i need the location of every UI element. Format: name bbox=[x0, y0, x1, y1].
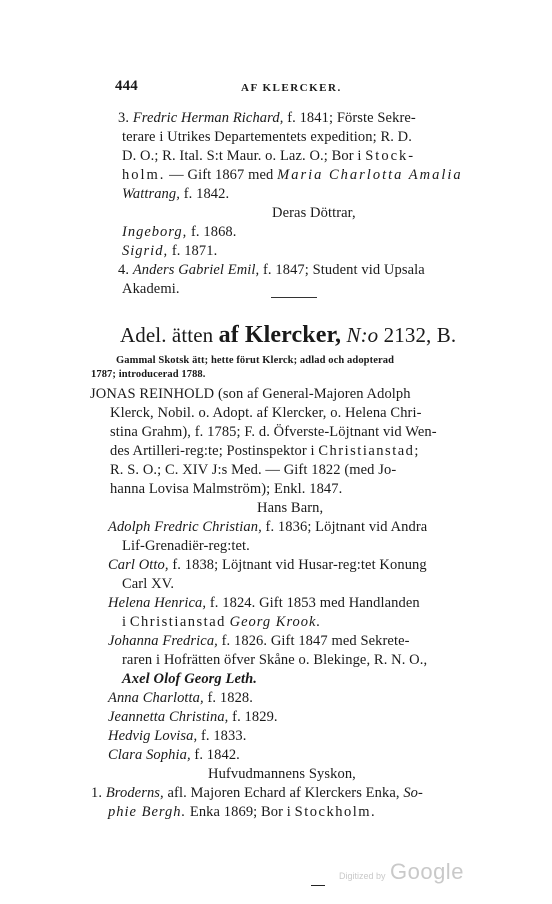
jonas-line-3: stina Grahm), f. 1785; F. d. Öfverste-Löjtnant vid Wen- bbox=[110, 424, 437, 440]
child-carl-line-2: Carl XV. bbox=[122, 576, 175, 592]
daughters-heading: Deras Döttrar, bbox=[272, 205, 356, 221]
jonas-line-1: JONAS REINHOLD (son af General-Majoren Adolph bbox=[90, 386, 411, 402]
daughter-ingeborg: Ingeborg, f. 1868. bbox=[122, 224, 237, 240]
jonas-line-5: R. S. O.; C. XIV J:s Med. — Gift 1822 (med Jo- bbox=[110, 462, 397, 478]
page-number: 444 bbox=[115, 78, 138, 94]
entry-3-line-1: 3. Fredric Herman Richard, f. 1841; Förste Sekre- bbox=[118, 110, 416, 126]
footer-dash bbox=[311, 885, 325, 886]
children-heading: Hans Barn, bbox=[257, 500, 324, 516]
entry-3-line-4: holm. — Gift 1867 med Maria Charlotta Amalia bbox=[122, 167, 463, 183]
child-carl-line-1: Carl Otto, f. 1838; Löjtnant vid Husar-reg:tet Konung bbox=[108, 557, 427, 573]
child-hedvig: Hedvig Lovisa, f. 1833. bbox=[108, 728, 247, 744]
child-johanna-line-2: raren i Hofrätten öfver Skåne o. Blekinge, R. N. O., bbox=[122, 652, 428, 668]
siblings-heading: Hufvudmannens Syskon, bbox=[208, 766, 356, 782]
daughter-sigrid: Sigrid, f. 1871. bbox=[122, 243, 218, 259]
entry-3-line-3: D. O.; R. Ital. S:t Maur. o. Laz. O.; Bor i Stock- bbox=[122, 148, 416, 164]
family-title: Adel. ätten af Klercker, N:o 2132, B. bbox=[120, 322, 457, 348]
family-note-line-2: 1787; introducerad 1788. bbox=[91, 369, 206, 380]
running-title: AF KLERCKER. bbox=[241, 82, 342, 94]
child-adolph-line-2: Lif-Grenadiër-reg:tet. bbox=[122, 538, 250, 554]
sibling-line-1: 1. Broderns, afl. Majoren Echard af Klerckers Enka, So- bbox=[91, 785, 423, 801]
digitized-watermark: Digitized by Google bbox=[339, 859, 464, 884]
child-jeannetta: Jeannetta Christina, f. 1829. bbox=[108, 709, 278, 725]
child-johanna-line-1: Johanna Fredrica, f. 1826. Gift 1847 med Sekrete- bbox=[108, 633, 410, 649]
child-helena-line-1: Helena Henrica, f. 1824. Gift 1853 med Handlanden bbox=[108, 595, 420, 611]
entry-4-line-2: Akademi. bbox=[122, 281, 180, 297]
child-anna: Anna Charlotta, f. 1828. bbox=[108, 690, 254, 706]
jonas-line-6: hanna Lovisa Malmström); Enkl. 1847. bbox=[110, 481, 343, 497]
sibling-line-2: phie Bergh. Enka 1869; Bor i Stockholm. bbox=[108, 804, 377, 820]
family-note-line-1: Gammal Skotsk ätt; hette förut Klerck; adlad och adopterad bbox=[116, 355, 395, 366]
section-divider bbox=[271, 297, 317, 298]
child-helena-line-2: i Christianstad Georg Krook. bbox=[122, 614, 322, 630]
jonas-line-2: Klerck, Nobil. o. Adopt. af Klercker, o. Helena Chri- bbox=[110, 405, 422, 421]
child-johanna-line-3: Axel Olof Georg Leth. bbox=[122, 671, 257, 687]
entry-3-line-2: terare i Utrikes Departementets expedition; R. D. bbox=[122, 129, 412, 145]
google-logo: Google bbox=[389, 859, 464, 884]
child-adolph-line-1: Adolph Fredric Christian, f. 1836; Löjtnant vid Andra bbox=[108, 519, 428, 535]
entry-3-line-5: Wattrang, f. 1842. bbox=[122, 186, 230, 202]
entry-4-line-1: 4. Anders Gabriel Emil, f. 1847; Student vid Upsala bbox=[118, 262, 425, 278]
jonas-line-4: des Artilleri-reg:te; Postinspektor i Christianstad; bbox=[110, 443, 420, 459]
child-clara: Clara Sophia, f. 1842. bbox=[108, 747, 240, 763]
